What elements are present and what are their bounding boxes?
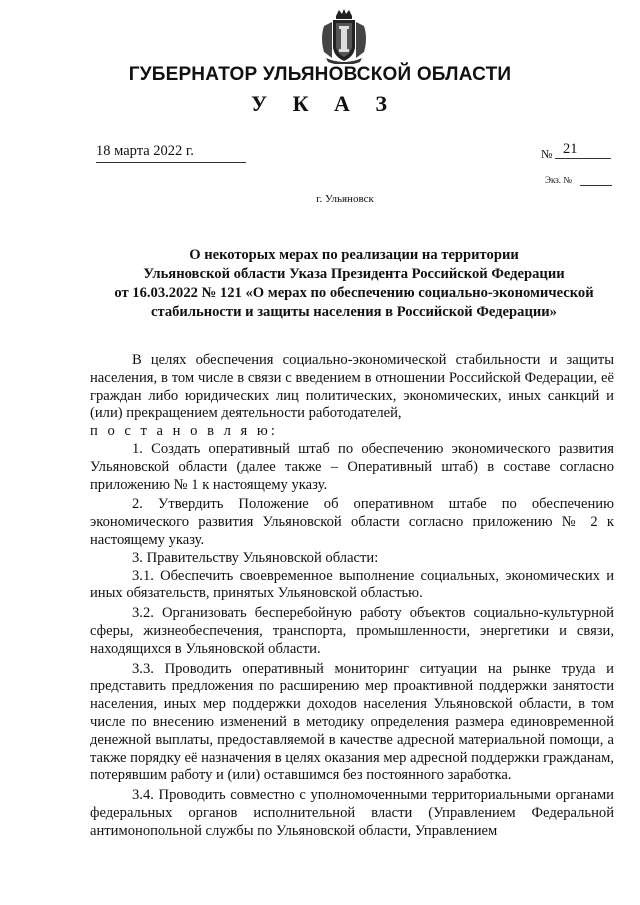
paragraph-3-1: 3.1. Обеспечить своевременное выполнение социальных, экономических и иных обязательств, принятых Ульяновской областью. xyxy=(90,567,614,602)
title-line: от 16.03.2022 № 121 «О мерах по обеспечению социально-экономической xyxy=(114,285,594,301)
title-line: стабильности и защиты населения в Российской Федерации» xyxy=(151,304,557,320)
authority-title: ГУБЕРНАТОР УЛЬЯНОВСКОЙ ОБЛАСТИ xyxy=(128,64,512,85)
paragraph-3-3: 3.3. Проводить оперативный мониторинг ситуации на рынке труда и представить предложения по расширению мер проактивной поддержки занятости населения, иных мер поддержки доходов населения Ульяновской области, в том числе по внесению изменений в методику определения размера единовременной денежной выплаты, предоставляемой в качестве адресной материальной помощи, а также порядку её назначения в целях оказания мер адресной поддержки гражданам, потерявшим работу и (или) оставшимся без постоянного заработка. xyxy=(90,660,614,784)
copy-number-label: Экз. № xyxy=(545,175,572,185)
paragraph-3-4: 3.4. Проводить совместно с уполномоченными территориальными органами федеральных органов исполнительной власти (Управлением Федеральной антимонопольной службы по Ульяновской области, Управлением xyxy=(90,787,614,839)
city-name: г. Ульяновск xyxy=(316,193,374,205)
decree-word: п о с т а н о в л я ю: xyxy=(90,423,278,440)
intro-paragraph: В целях обеспечения социально-экономической стабильности и защиты населения, в том числе в связи с введением в отношении Российской Федерации, её граждан либо юридических лиц политических, экономических, иных санкций и (или) прекращением деятельности работодателей, xyxy=(90,352,614,422)
title-line: О некоторых мерах по реализации на территории xyxy=(189,247,519,263)
coat-of-arms-icon xyxy=(318,8,370,64)
decree-title xyxy=(96,246,612,322)
date-underline xyxy=(96,162,246,163)
paragraph-2: 2. Утвердить Положение об оперативном штабе по обеспечению экономического развития Ульяновской области согласно приложению № 2 к настоящему указу. xyxy=(90,496,614,548)
paragraph-3: 3. Правительству Ульяновской области: xyxy=(132,549,379,566)
document-date: 18 марта 2022 г. xyxy=(96,143,194,159)
paragraph-1: 1. Создать оперативный штаб по обеспечению экономического развития Ульяновской области (далее также – Оперативный штаб) в составе согласно приложению № 1 к настоящему указу. xyxy=(90,440,614,493)
paragraph-3-2: 3.2. Организовать бесперебойную работу объектов социально-культурной сферы, жизнеобеспечения, транспорта, промышленности, энергетики и связи, находящихся в Ульяновской области. xyxy=(90,605,614,657)
title-line: Ульяновской области Указа Президента Российской Федерации xyxy=(143,266,565,282)
copy-number-underline xyxy=(580,185,612,186)
document-number: 21 xyxy=(563,141,578,157)
decree-body xyxy=(90,352,614,841)
document-type: У К А З xyxy=(250,91,398,116)
number-sign: № xyxy=(541,147,553,161)
number-underline xyxy=(555,158,611,159)
